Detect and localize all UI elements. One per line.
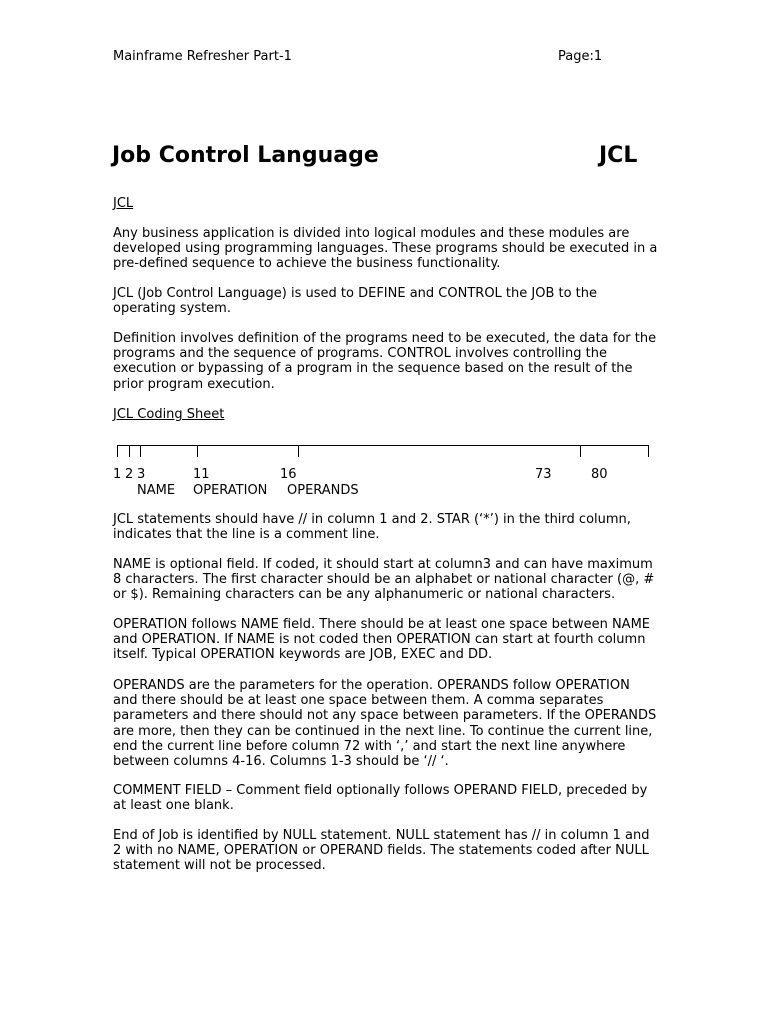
- column-number: 11: [193, 467, 210, 482]
- paragraph-name-field: NAME is optional field. If coded, it should start at column3 and can have maximum 8 characters. The first character should be an alphabet or national character (@, # or $). Remaining characters can be any alphanumeric or national characters.: [113, 557, 655, 603]
- paragraph-comment-field: COMMENT FIELD – Comment field optionally follows OPERAND FIELD, preceded by at least one blank.: [113, 783, 648, 814]
- ruler-tick: [140, 445, 141, 457]
- paragraph-operands-field: OPERANDS are the parameters for the operation. OPERANDS follow OPERATION and there should be at least one space between them. A comma separates parameters and there should not any space between parameters. If the OPERANDS are more, then they can be continued in the next line. To continue the current line, end the current line before column 72 with ‘,’ and start the next line anywhere between columns 4-16. Columns 1-3 should be ‘// ‘.: [113, 678, 657, 770]
- section-heading-jcl: JCL: [113, 196, 134, 211]
- column-number: 2: [125, 467, 134, 482]
- paragraph-define-control: Definition involves definition of the programs need to be executed, the data for the programs and the sequence of programs. CONTROL involves controlling the execution or bypassing of a program in the sequence based on the result of the prior program execution.: [113, 331, 657, 392]
- column-label-operands: OPERANDS: [287, 483, 359, 498]
- ruler-tick: [580, 445, 581, 457]
- column-number: 3: [137, 467, 146, 482]
- ruler-tick: [129, 445, 130, 457]
- paragraph-operation-field: OPERATION follows NAME field. There should be at least one space between NAME and OPERATION. If NAME is not coded then OPERATION can start at fourth column itself. Typical OPERATION keywords are JOB, EXEC and DD.: [113, 617, 650, 663]
- section-heading-coding-sheet: JCL Coding Sheet: [113, 407, 225, 422]
- page-title-abbreviation: JCL: [599, 143, 638, 168]
- column-number: 1: [113, 467, 122, 482]
- ruler-tick: [298, 445, 299, 457]
- header-doc-title: Mainframe Refresher Part-1: [113, 49, 292, 64]
- ruler-tick: [197, 445, 198, 457]
- column-number: 73: [535, 467, 552, 482]
- paragraph-jcl-definition: JCL (Job Control Language) is used to DEFINE and CONTROL the JOB to the operating system.: [113, 286, 598, 317]
- ruler-tick: [648, 445, 649, 457]
- paragraph-null-statement: End of Job is identified by NULL statement. NULL statement has // in column 1 and 2 with no NAME, OPERATION or OPERAND fields. The statements coded after NULL statement will not be processed.: [113, 828, 650, 874]
- column-label-name: NAME: [137, 483, 176, 498]
- column-label-operation: OPERATION: [193, 483, 268, 498]
- page-title: Job Control Language: [112, 143, 379, 168]
- column-number: 16: [280, 467, 297, 482]
- paragraph-statement-format: JCL statements should have // in column 1 and 2. STAR (‘*’) in the third column, indicates that the line is a comment line.: [113, 512, 631, 543]
- ruler-tick: [117, 445, 118, 457]
- paragraph-intro: Any business application is divided into logical modules and these modules are developed using programming languages. These programs should be executed in a pre-defined sequence to achieve the business functionality.: [113, 226, 658, 272]
- column-number: 80: [591, 467, 608, 482]
- header-page-number: Page:1: [558, 49, 603, 64]
